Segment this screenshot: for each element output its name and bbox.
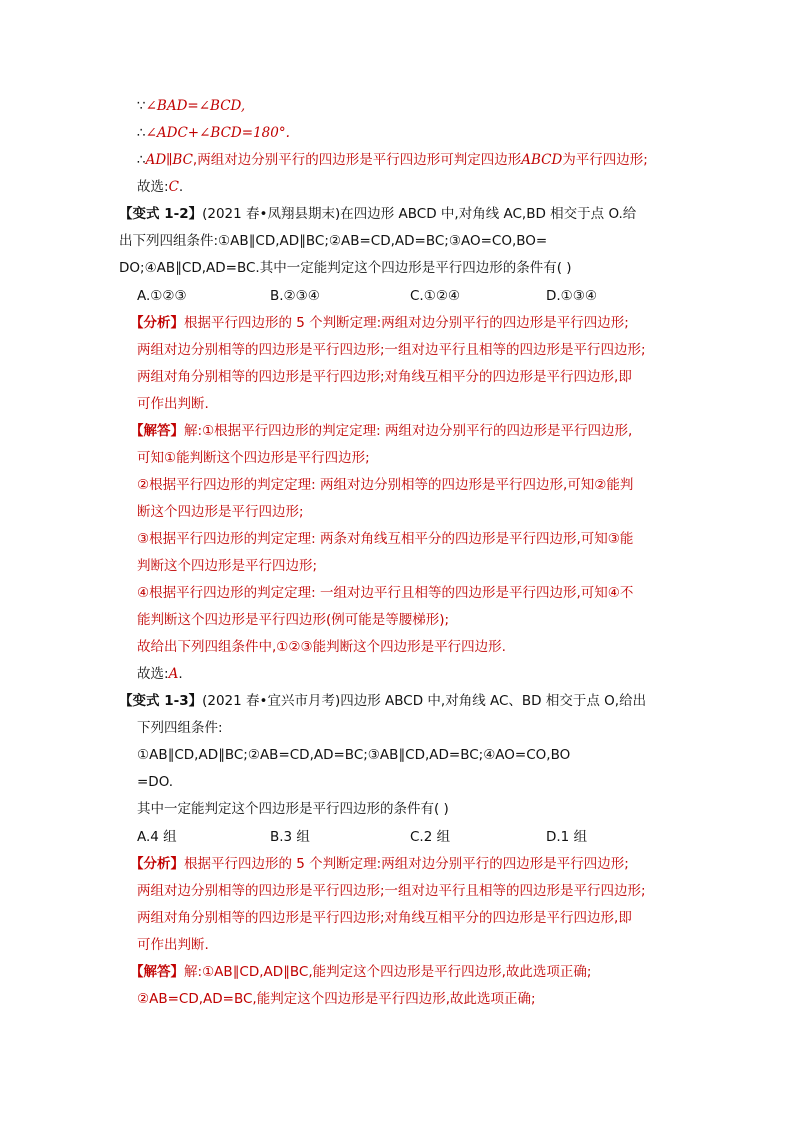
answer-line-6: 判断这个四边形是平行四边形; xyxy=(137,558,318,574)
question-1-3-line-5: 其中一定能判定这个四边形是平行四边形的条件有( ) xyxy=(137,801,449,817)
therefore-symbol: ∴ xyxy=(137,152,146,168)
therefore-symbol: ∴ xyxy=(137,125,146,141)
question-1-2-line-3: DO;④AB∥CD,AD=BC.其中一定能判定这个四边形是平行四边形的条件有( ) xyxy=(119,260,572,276)
choose-period: . xyxy=(178,666,183,682)
option-c: C.2 组 xyxy=(410,829,451,845)
option-a: A.4 组 xyxy=(137,829,177,845)
question-text: (2021 春•凤翔县期末)在四边形 ABCD 中,对角线 AC,BD 相交于点 O.给 xyxy=(202,206,637,222)
analysis-tag: 【分析】 xyxy=(130,856,184,872)
question-1-3-line-4: =DO. xyxy=(137,774,174,790)
answer-tag: 【解答】 xyxy=(130,964,184,980)
option-a: A.①②③ xyxy=(137,288,187,304)
answer-line-5: ③根据平行四边形的判定定理: 两条对角线互相平分的四边形是平行四边形,可知③能 xyxy=(137,531,634,547)
answer-line-1 xyxy=(130,422,632,440)
choose-period: . xyxy=(178,179,184,195)
option-d: D.①③④ xyxy=(546,288,597,304)
question-1-2-line-2: 出下列四组条件:①AB∥CD,AD∥BC;②AB=CD,AD=BC;③AO=CO,BO= xyxy=(119,233,548,249)
answer-tag: 【解答】 xyxy=(130,423,184,439)
solution-line-1-text: ∠BAD=∠BCD, xyxy=(145,98,246,114)
question-1-3-line-1 xyxy=(119,692,646,710)
solution-line-1 xyxy=(137,97,245,115)
solution-line-2 xyxy=(137,124,290,142)
answer-head: 解: xyxy=(184,423,203,439)
analysis-line-4: 可作出判断. xyxy=(137,396,209,412)
analysis-line-1 xyxy=(130,855,629,873)
solution-line-3-text: ,两组对边分别平行的四边形是平行四边形可判定四边形 xyxy=(192,152,522,168)
option-c: C.①②④ xyxy=(410,288,461,304)
answer-line-2: ②AB=CD,AD=BC,能判定这个四边形是平行四边形,故此选项正确; xyxy=(137,991,536,1007)
answer-choice xyxy=(137,665,183,683)
analysis-text: 根据平行四边形的 5 个判断定理:两组对边分别平行的四边形是平行四边形; xyxy=(184,856,629,872)
analysis-line-3: 两组对角分别相等的四边形是平行四边形;对角线互相平分的四边形是平行四边形,即 xyxy=(137,369,632,385)
answer-line-1 xyxy=(130,963,592,981)
answer-head: 解: xyxy=(184,964,203,980)
question-text: (2021 春•宜兴市月考)四边形 ABCD 中,对角线 AC、BD 相交于点 O,给出 xyxy=(202,693,647,709)
quad-name: ABCD xyxy=(521,152,563,168)
choose-answer: C xyxy=(168,179,179,195)
answer-line-8: 能判断这个四边形是平行四边形(例可能是等腰梯形); xyxy=(137,612,450,628)
choose-answer: A xyxy=(168,666,179,682)
analysis-line-4: 可作出判断. xyxy=(137,937,209,953)
analysis-text: 根据平行四边形的 5 个判断定理:两组对边分别平行的四边形是平行四边形; xyxy=(184,315,629,331)
analysis-line-3: 两组对角分别相等的四边形是平行四边形;对角线互相平分的四边形是平行四边形,即 xyxy=(137,910,632,926)
question-1-3-line-3: ①AB∥CD,AD∥BC;②AB=CD,AD=BC;③AB∥CD,AD=BC;④AO=CO,BO xyxy=(137,747,571,763)
solution-line-2-text: ∠ADC+∠BCD=180°. xyxy=(145,125,290,141)
question-1-3-line-2: 下列四组条件: xyxy=(137,720,223,736)
parallel-statement: AD∥BC xyxy=(145,152,193,168)
analysis-line-2: 两组对边分别相等的四边形是平行四边形;一组对边平行且相等的四边形是平行四边形; xyxy=(137,883,646,899)
answer-line-4: 断这个四边形是平行四边形; xyxy=(137,504,304,520)
option-d: D.1 组 xyxy=(546,829,588,845)
analysis-tag: 【分析】 xyxy=(130,315,184,331)
solution-line-3 xyxy=(137,151,648,169)
analysis-line-1 xyxy=(130,314,629,332)
answer-line-9: 故给出下列四组条件中,①②③能判断这个四边形是平行四边形. xyxy=(137,639,506,655)
solution-choice xyxy=(137,178,183,196)
question-1-2-line-1 xyxy=(119,205,636,223)
answer-line-2: 可知①能判断这个四边形是平行四边形; xyxy=(137,450,370,466)
option-b: B.②③④ xyxy=(270,288,320,304)
answer-step-1: ①根据平行四边形的判定定理: 两组对边分别平行的四边形是平行四边形, xyxy=(202,423,633,439)
choose-label: 故选: xyxy=(137,179,169,195)
option-b: B.3 组 xyxy=(270,829,310,845)
because-symbol: ∵ xyxy=(137,98,146,114)
answer-line-7: ④根据平行四边形的判定定理: 一组对边平行且相等的四边形是平行四边形,可知④不 xyxy=(137,585,634,601)
answer-line-3: ②根据平行四边形的判定定理: 两组对边分别相等的四边形是平行四边形,可知②能判 xyxy=(137,477,634,493)
solution-line-3-end: 为平行四边形; xyxy=(562,152,648,168)
question-tag: 【变式 1-2】 xyxy=(119,206,203,222)
question-tag: 【变式 1-3】 xyxy=(119,693,203,709)
answer-step-1: ①AB∥CD,AD∥BC,能判定这个四边形是平行四边形,故此选项正确; xyxy=(202,964,592,980)
analysis-line-2: 两组对边分别相等的四边形是平行四边形;一组对边平行且相等的四边形是平行四边形; xyxy=(137,342,646,358)
choose-label: 故选: xyxy=(137,666,169,682)
